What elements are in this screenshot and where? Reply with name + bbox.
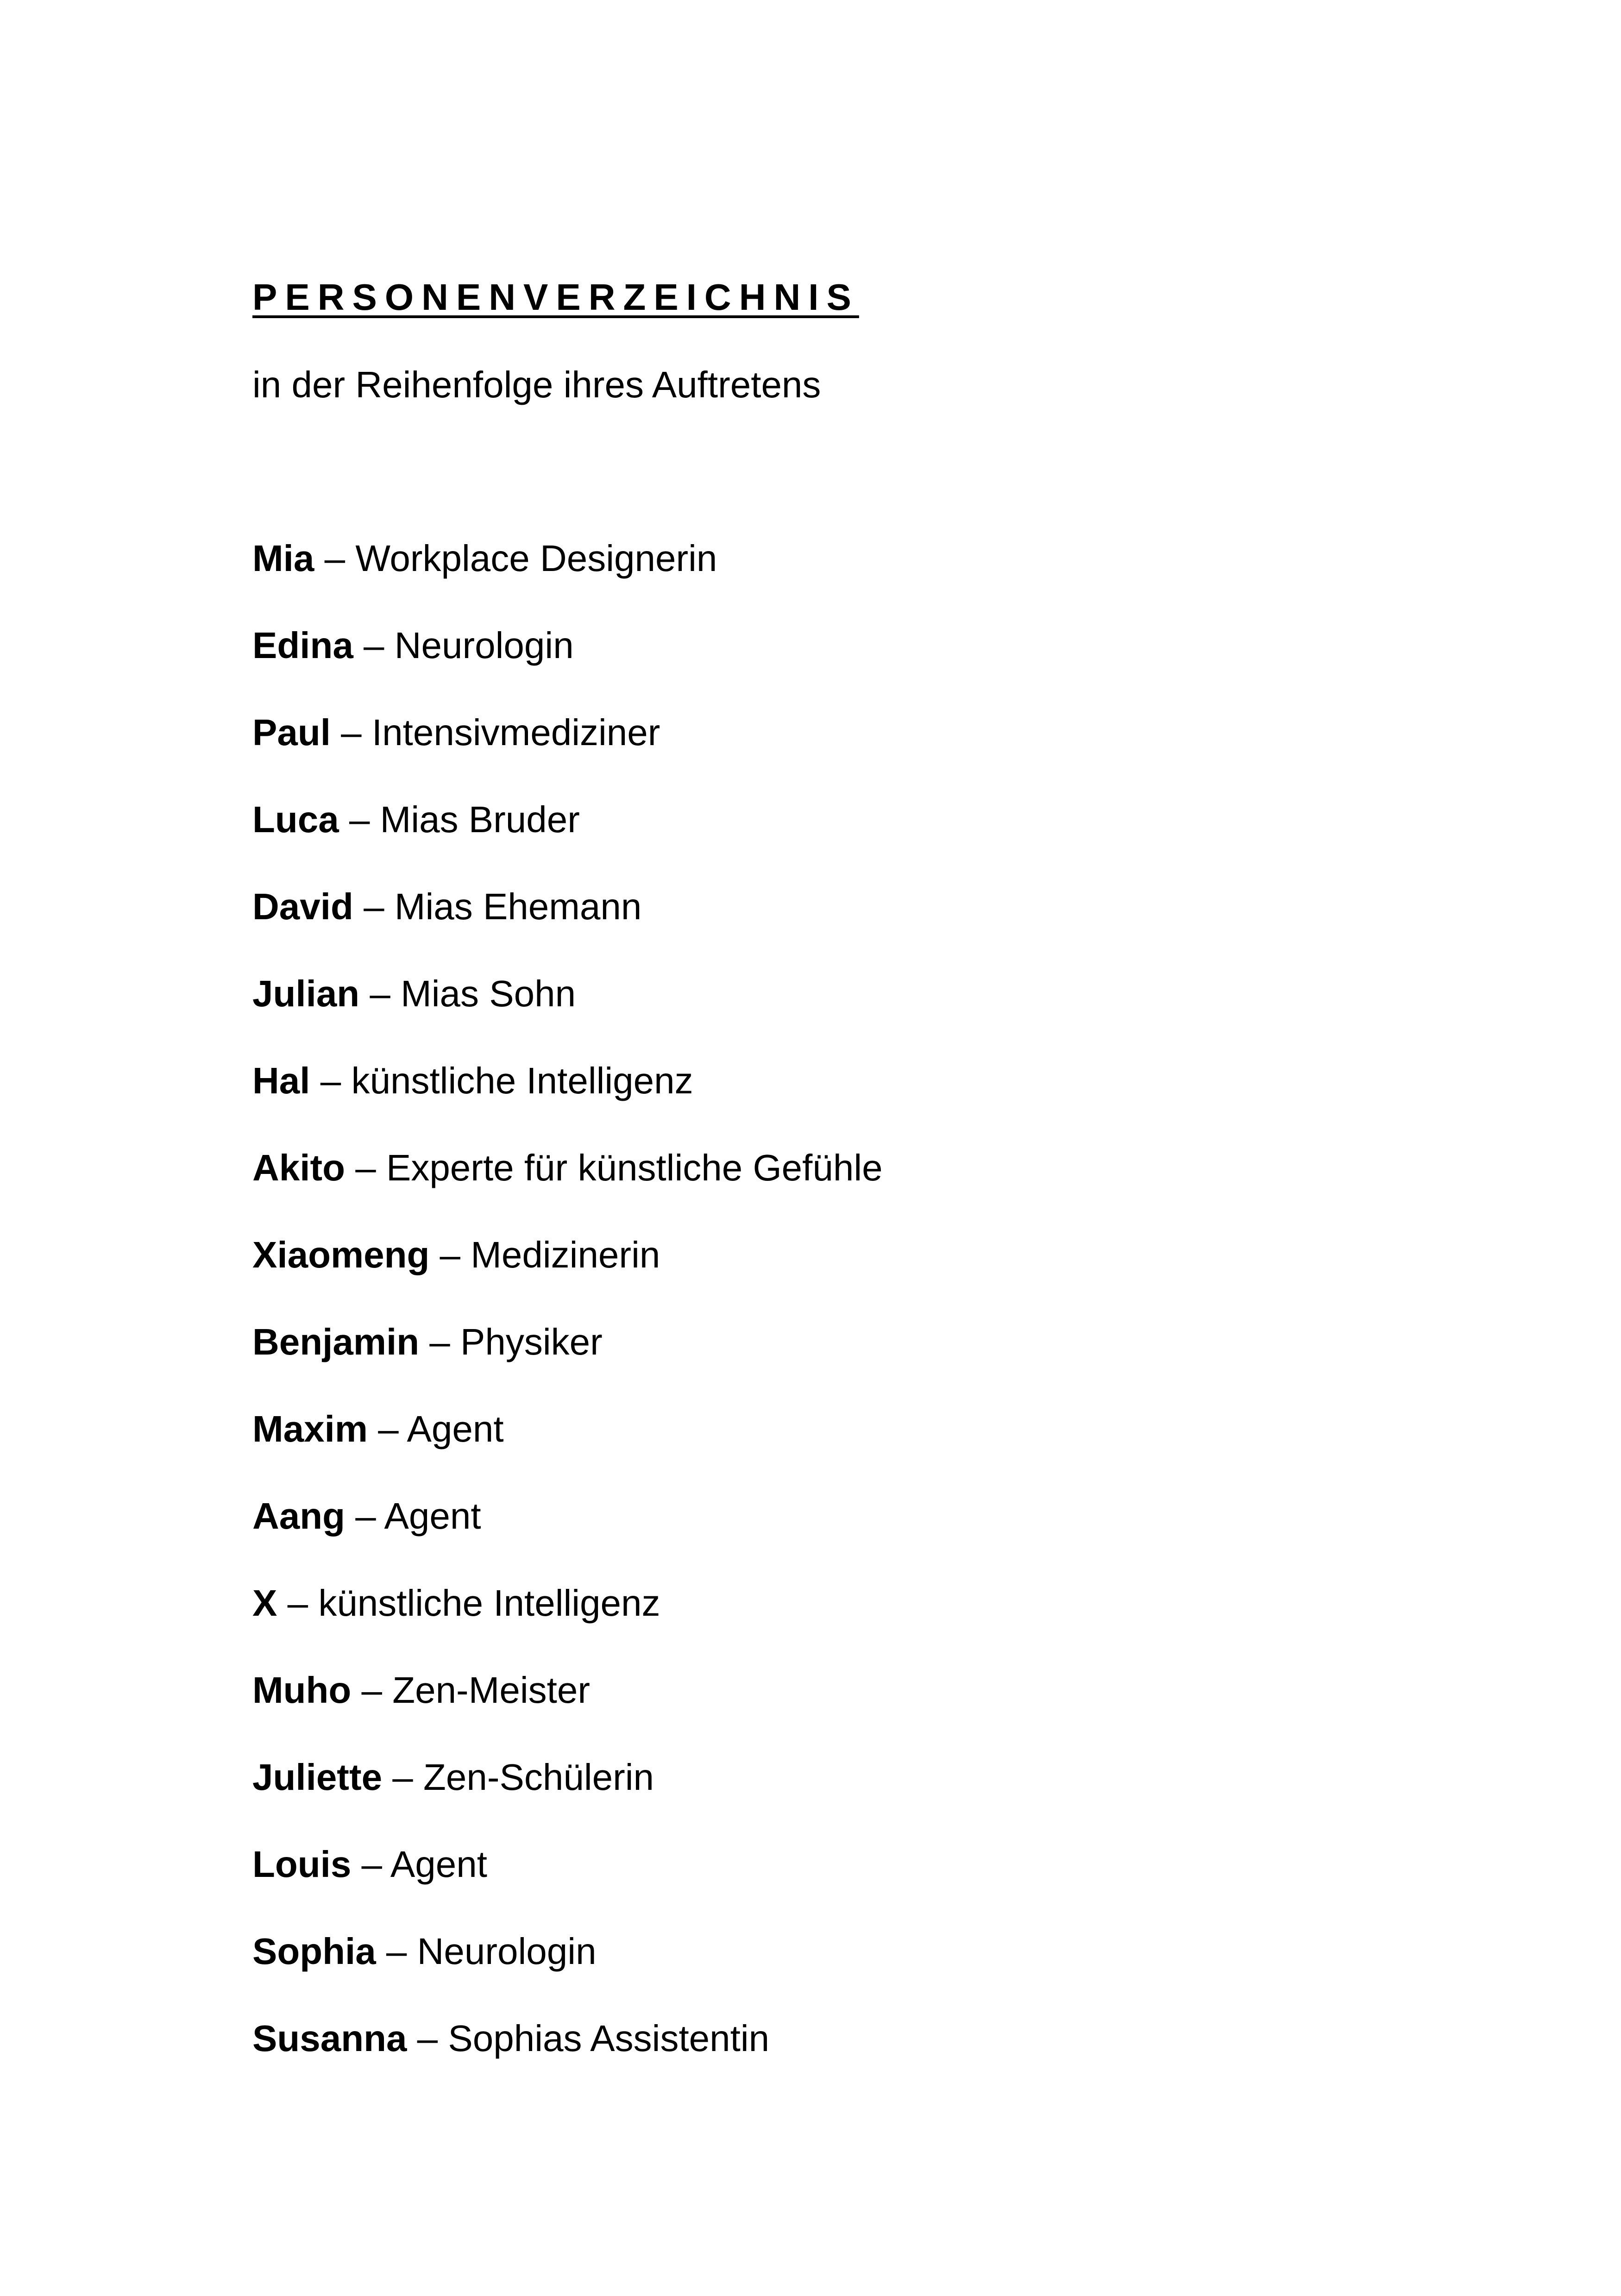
person-entry: [252, 1145, 883, 1232]
person-role: Agent: [384, 1495, 481, 1537]
dash-separator: –: [429, 1234, 471, 1275]
person-name: David: [252, 886, 353, 927]
person-entry: [252, 1319, 883, 1406]
person-role: Agent: [407, 1408, 504, 1449]
person-role: Sophias Assistentin: [448, 2018, 770, 2059]
person-name: Sophia: [252, 1931, 376, 1972]
person-role: Neurologin: [394, 625, 574, 666]
person-name: Hal: [252, 1060, 310, 1101]
person-name: Louis: [252, 1844, 352, 1885]
person-role: Mias Ehemann: [394, 886, 642, 927]
dash-separator: –: [353, 625, 395, 666]
person-entry: [252, 971, 883, 1058]
person-name: Edina: [252, 625, 353, 666]
dash-separator: –: [351, 1669, 393, 1711]
person-role: Zen-Meister: [392, 1669, 590, 1711]
person-entry: [252, 884, 883, 971]
dash-separator: –: [367, 1408, 407, 1449]
persons-list: [252, 535, 883, 2102]
person-entry: [252, 1841, 883, 1928]
person-name: X: [252, 1582, 277, 1624]
dash-separator: –: [351, 1844, 390, 1885]
dash-separator: –: [407, 2018, 448, 2059]
person-entry: [252, 1493, 883, 1580]
dash-separator: –: [382, 1757, 424, 1798]
person-name: Julian: [252, 973, 360, 1014]
person-role: künstliche Intelligenz: [318, 1582, 660, 1624]
person-entry: [252, 1232, 883, 1319]
person-name: Aang: [252, 1495, 345, 1537]
person-name: Paul: [252, 712, 331, 753]
dash-separator: –: [345, 1147, 386, 1188]
person-role: Experte für künstliche Gefühle: [386, 1147, 883, 1188]
person-role: Zen-Schülerin: [423, 1757, 654, 1798]
person-entry: [252, 2015, 883, 2102]
person-name: Benjamin: [252, 1321, 420, 1362]
dash-separator: –: [376, 1931, 417, 1972]
page-title: PERSONENVERZEICHNIS: [252, 276, 859, 318]
person-name: Muho: [252, 1669, 352, 1711]
person-entry: [252, 1754, 883, 1841]
person-entry: [252, 1058, 883, 1145]
person-role: Workplace Designerin: [355, 538, 717, 579]
dash-separator: –: [310, 1060, 352, 1101]
dash-separator: –: [330, 712, 372, 753]
person-role: Mias Bruder: [380, 799, 580, 840]
dash-separator: –: [277, 1582, 319, 1624]
person-entry: [252, 709, 883, 797]
person-entry: [252, 622, 883, 709]
person-entry: [252, 797, 883, 884]
person-role: künstliche Intelligenz: [351, 1060, 693, 1101]
person-role: Neurologin: [417, 1931, 597, 1972]
person-name: Akito: [252, 1147, 345, 1188]
page-subtitle: in der Reihenfolge ihres Auftretens: [252, 364, 821, 405]
person-entry: [252, 1406, 883, 1493]
dash-separator: –: [339, 799, 380, 840]
dash-separator: –: [359, 973, 401, 1014]
person-name: Mia: [252, 538, 314, 579]
person-name: Luca: [252, 799, 339, 840]
person-name: Xiaomeng: [252, 1234, 430, 1275]
person-entry: [252, 1580, 883, 1667]
person-entry: [252, 535, 883, 622]
person-name: Maxim: [252, 1408, 368, 1449]
person-role: Mias Sohn: [401, 973, 576, 1014]
dash-separator: –: [353, 886, 395, 927]
dash-separator: –: [314, 538, 356, 579]
person-role: Medizinerin: [471, 1234, 660, 1275]
dash-separator: –: [345, 1495, 384, 1537]
person-role: Agent: [390, 1844, 487, 1885]
person-name: Susanna: [252, 2018, 407, 2059]
dash-separator: –: [419, 1321, 461, 1362]
person-role: Intensivmediziner: [371, 712, 660, 753]
person-entry: [252, 1928, 883, 2015]
person-entry: [252, 1667, 883, 1754]
person-name: Juliette: [252, 1757, 383, 1798]
person-role: Physiker: [460, 1321, 603, 1362]
